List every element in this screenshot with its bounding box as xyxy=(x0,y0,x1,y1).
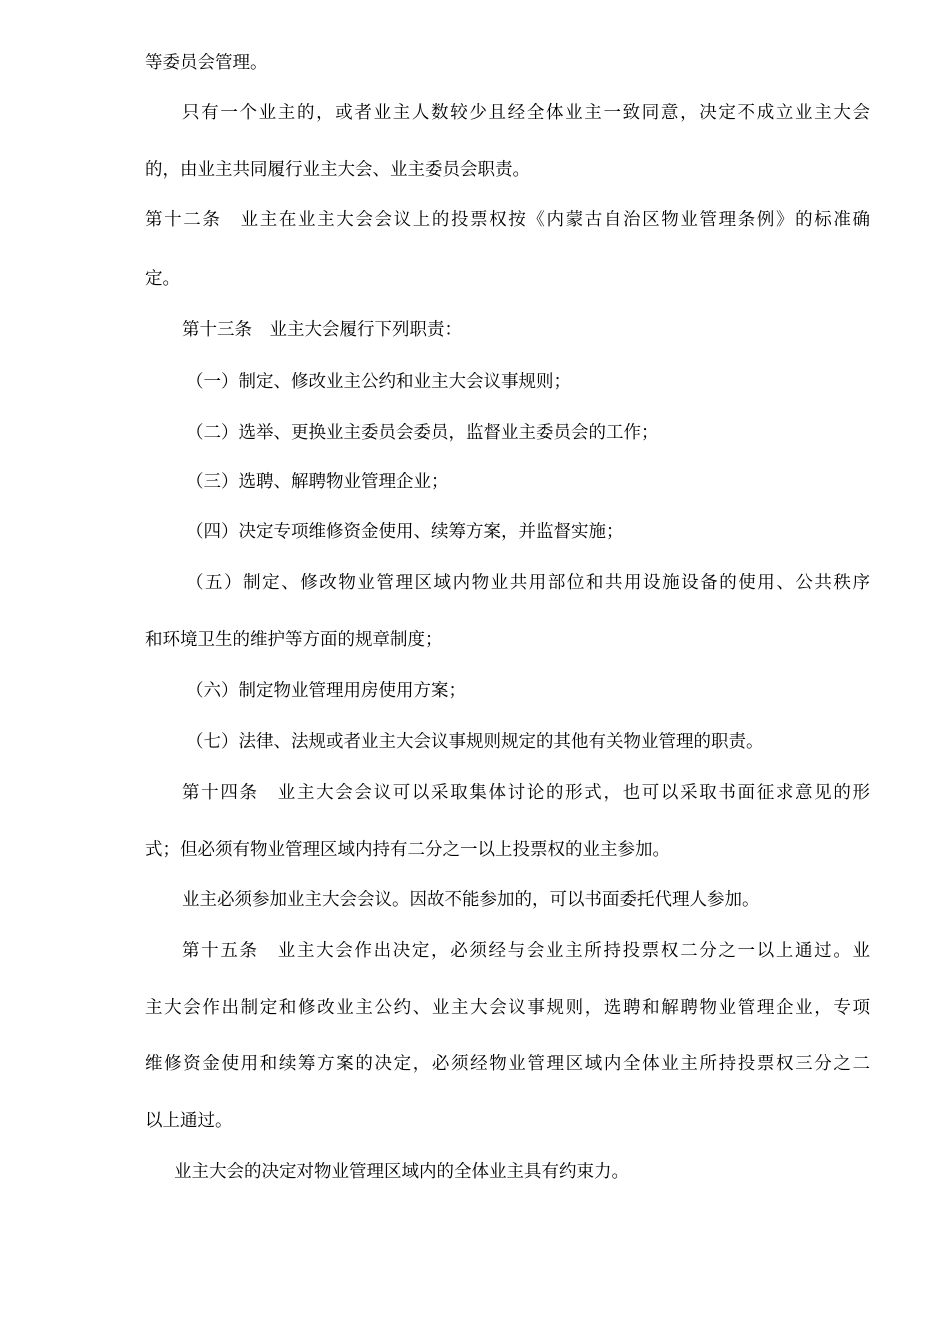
text-line: （三）选聘、解聘物业管理企业； xyxy=(186,472,449,492)
text-line: 的，由业主共同履行业主大会、业主委员会职责。 xyxy=(145,160,530,180)
text-line: （六）制定物业管理用房使用方案； xyxy=(186,681,466,701)
text-line: 式；但必须有物业管理区域内持有二分之一以上投票权的业主参加。 xyxy=(145,840,670,860)
text-line: 第十四条 业主大会会议可以采取集体讨论的形式，也可以采取书面征求意见的形 xyxy=(182,783,870,803)
text-line: （二）选举、更换业主委员会委员，监督业主委员会的工作； xyxy=(186,423,659,443)
text-line: 第十三条 业主大会履行下列职责： xyxy=(182,320,462,340)
text-line: 等委员会管理。 xyxy=(145,53,268,73)
text-line: 定。 xyxy=(145,269,180,289)
text-line: （四）决定专项维修资金使用、续筹方案，并监督实施； xyxy=(186,522,624,542)
text-line: （一）制定、修改业主公约和业主大会议事规则； xyxy=(186,372,571,392)
text-line: 和环境卫生的维护等方面的规章制度； xyxy=(145,630,443,650)
text-line: 主大会作出制定和修改业主公约、业主大会议事规则，选聘和解聘物业管理企业，专项 xyxy=(145,998,870,1018)
text-line: 第十二条 业主在业主大会会议上的投票权按《内蒙古自治区物业管理条例》的标准确 xyxy=(145,210,870,230)
text-line: 只有一个业主的，或者业主人数较少且经全体业主一致同意，决定不成立业主大会 xyxy=(182,103,870,123)
text-line: 业主必须参加业主大会会议。因故不能参加的，可以书面委托代理人参加。 xyxy=(182,890,760,910)
text-line: 第十五条 业主大会作出决定，必须经与会业主所持投票权二分之一以上通过。业 xyxy=(182,941,870,961)
text-line: 业主大会的决定对物业管理区域内的全体业主具有约束力。 xyxy=(174,1162,629,1182)
text-line: （七）法律、法规或者业主大会议事规则规定的其他有关物业管理的职责。 xyxy=(186,732,764,752)
text-line: （五）制定、修改物业管理区域内物业共用部位和共用设施设备的使用、公共秩序 xyxy=(186,573,870,593)
text-line: 以上通过。 xyxy=(145,1111,233,1131)
text-line: 维修资金使用和续筹方案的决定，必须经物业管理区域内全体业主所持投票权三分之二 xyxy=(145,1054,870,1074)
